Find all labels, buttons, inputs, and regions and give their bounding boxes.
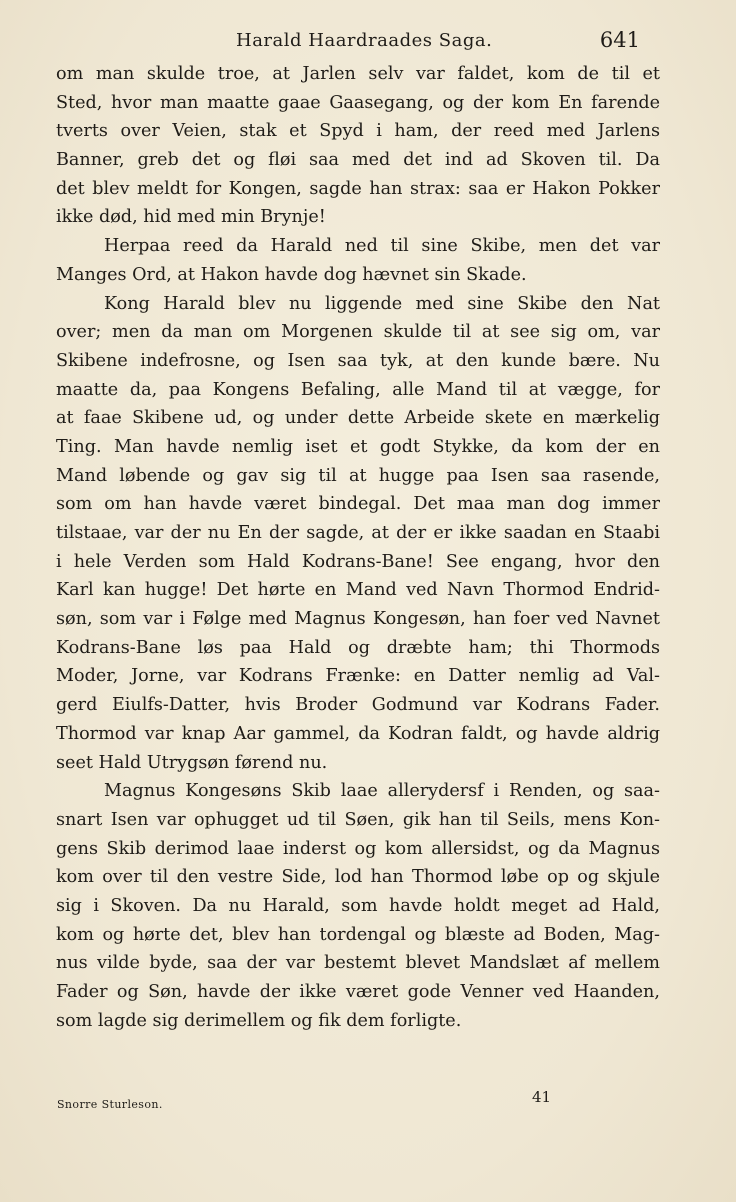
text-line: Kodrans-Bane løs paa Hald og dræbte ham; thi Thormods [56, 637, 660, 658]
text-line: det blev meldt for Kongen, sagde han strax: saa er Hakon Pokker [56, 178, 660, 199]
text-line: Karl kan hugge! Det hørte en Mand ved Navn Thormod Endrid- [56, 580, 660, 601]
running-title: Harald Haardraades Saga. [236, 30, 493, 51]
footer-author: Snorre Sturleson. [57, 1098, 163, 1111]
text-line: nus vilde byde, saa der var bestemt blevet Mandslæt af mellem [56, 953, 660, 974]
text-line: Fader og Søn, havde der ikke været gode Venner ved Haanden, [56, 982, 660, 1002]
text-line: over; men da man om Morgenen skulde til at see sig om, var [56, 322, 660, 343]
divider [56, 990, 660, 991]
text-line: maatte da, paa Kongens Befaling, alle Mand til at vægge, for [56, 379, 660, 400]
text-line: Banner, greb det og fløi saa med det ind ad Skoven til. Da [56, 150, 660, 171]
text-line: Moder, Jorne, var Kodrans Frænke: en Datter nemlig ad Val- [56, 666, 660, 687]
text-line: Manges Ord, at Hakon havde dog hævnet sin Skade. [56, 264, 527, 285]
text-line: Kong Harald blev nu liggende med sine Skibe den Nat [104, 293, 660, 314]
text-line: ikke død, hid med min Brynje! [56, 207, 326, 228]
text-line: Mand løbende og gav sig til at hugge paa Isen saa rasende, [56, 465, 660, 486]
text-line: tverts over Veien, stak et Spyd i ham, der reed med Jarlens [56, 121, 660, 142]
text-line: Herpaa reed da Harald ned til sine Skibe, men det var [104, 236, 660, 257]
page-number: 641 [599, 28, 640, 52]
text-line: gens Skib derimod laae inderst og kom allersidst, og da Magnus [56, 838, 660, 859]
text-line: Skibene indefrosne, og Isen saa tyk, at den kunde bære. Nu [56, 350, 660, 371]
text-line: sig i Skoven. Da nu Harald, som havde holdt meget ad Hald, [56, 895, 660, 916]
text-line: som om han havde været bindegal. Det maa man dog immer [56, 494, 660, 515]
text-line: Magnus Kongesøns Skib laae allerydersf i Renden, og saa- [104, 781, 660, 802]
text-line: Ting. Man havde nemlig iset et godt Stykke, da kom der en [56, 436, 660, 457]
text-line: kom og hørte det, blev han tordengal og blæste ad Boden, Mag- [56, 924, 660, 945]
text-line: tilstaae, var der nu En der sagde, at der er ikke saadan en Staabi [56, 523, 660, 543]
text-line: Thormod var knap Aar gammel, da Kodran faldt, og havde aldrig [56, 723, 660, 744]
text-line: gerd Eiulfs-Datter, hvis Broder Godmund var Kodrans Fader. [56, 695, 660, 716]
text-line: seet Hald Utrygsøn førend nu. [56, 752, 328, 773]
text-line: søn, som var i Følge med Magnus Kongesøn, han foer ved Navnet [56, 609, 660, 630]
text-line: i hele Verden som Hald Kodrans-Bane! See engang, hvor den [56, 551, 660, 572]
page-header [56, 28, 640, 58]
text-line: kom over til den vestre Side, lod han Thormod løbe op og skjule [56, 867, 660, 888]
text-line: Sted, hvor man maatte gaae Gaasegang, og der kom En farende [56, 92, 660, 113]
body-text [56, 60, 660, 1035]
signature-mark: 41 [532, 1088, 552, 1106]
text-line: at faae Skibene ud, og under dette Arbeide skete en mærkelig [56, 408, 660, 429]
text-line: om man skulde troe, at Jarlen selv var faldet, kom de til et [56, 64, 660, 84]
text-line: snart Isen var ophugget ud til Søen, gik han til Seils, mens Kon- [56, 809, 660, 830]
text-line: som lagde sig derimellem og fik dem forligte. [56, 1010, 462, 1031]
